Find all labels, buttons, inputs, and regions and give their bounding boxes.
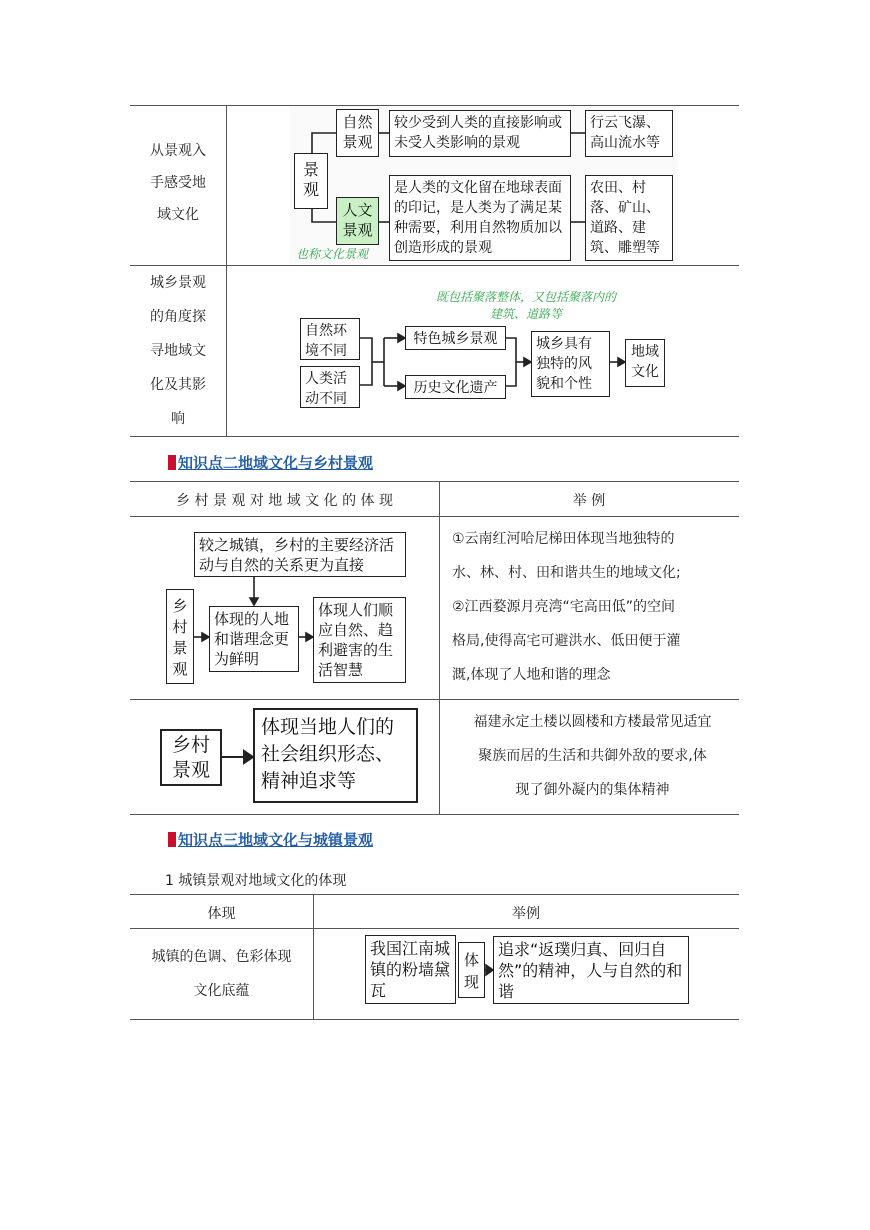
human-landscape-desc: 是人类的文化留在地球表面的印记，是人类为了满足某种需要，利用自然物质加以创造形成的景观 — [389, 175, 571, 261]
result-historical-heritage: 历史文化遗产 — [405, 375, 506, 399]
rural-landscape-root-box: 乡村景观 — [166, 589, 194, 684]
factor-natural-environment: 自然环境不同 — [300, 318, 360, 360]
handwritten-note-cultural-landscape: 也称文化景观 — [296, 247, 369, 261]
natural-landscape-examples: 行云飞瀑、高山流水等 — [585, 110, 673, 157]
factor-human-activity: 人类活动不同 — [300, 366, 360, 408]
rural-example-2: 福建永定土楼以圆楼和方楼最常见适宜 聚族而居的生活和共御外敌的要求,体 现了御外凝内的集体精神 — [473, 714, 712, 798]
social-organization-box: 体现当地人们的社会组织形态、精神追求等 — [253, 708, 418, 803]
table3-header-left: 体现 — [207, 906, 236, 922]
embody-link-box: 体现 — [458, 942, 485, 998]
human-landscape-examples: 农田、村落、矿山、道路、建筑、雕塑等 — [585, 175, 673, 261]
landscape-root-box: 景观 — [294, 153, 328, 209]
table1-row1-label: 从景观入 手感受地 域文化 — [150, 143, 206, 223]
table3-header-right: 举例 — [512, 906, 540, 922]
section3-title: 知识点三地域文化与城镇景观 — [168, 829, 373, 850]
urban-rural-character-box: 城乡具有独特的风貌和个性 — [531, 331, 610, 397]
section3-subtitle: 1 城镇景观对地域文化的体现 — [165, 873, 347, 889]
natural-landscape-box: 自然景观 — [336, 109, 379, 157]
table3-row-label: 城镇的色调、色彩体现 文化底蕴 — [151, 949, 292, 999]
natural-landscape-desc: 较少受到人类的直接影响或未受人类影响的景观 — [389, 110, 571, 157]
rural-landscape-box-2: 乡村景观 — [160, 729, 222, 786]
table1-row2-label: 城乡景观 的角度探 寻地域文 化及其影 响 — [150, 275, 206, 427]
life-wisdom-box: 体现人们顺应自然、趋利避害的生活智慧 — [313, 597, 406, 683]
jiangnan-town-box: 我国江南城镇的粉墙黛瓦 — [365, 935, 456, 1004]
harmony-concept-box: 体现的人地和谐理念更为鲜明 — [209, 606, 299, 672]
regional-culture-box: 地域文化 — [625, 339, 665, 387]
table2-header-right: 举 例 — [572, 493, 606, 509]
section2-title: 知识点二地域文化与乡村景观 — [168, 452, 373, 473]
handwritten-note-settlement: 既包括聚落整体，又包括聚落内的建筑、道路等 — [436, 290, 617, 321]
rural-economy-box: 较之城镇，乡村的主要经济活动与自然的关系更为直接 — [194, 532, 406, 577]
table2-header-left: 乡 村 景 观 对 地 域 文 化 的 体 现 — [176, 493, 393, 509]
result-urban-rural-landscape: 特色城乡景观 — [405, 326, 506, 350]
rural-example-1: ①云南红河哈尼梯田体现当地独特的 水、林、村、田和谐共生的地域文化; ②江西婺源月亮湾“宅高田低”的空间 格局,使得高宅可避洪水、低田便于灌 溉,体现了人地和谐的理念 — [452, 531, 681, 683]
human-landscape-box: 人文景观 — [336, 197, 379, 245]
return-to-nature-box: 追求“返璞归真、回归自然”的精神，人与自然的和谐 — [493, 936, 689, 1004]
